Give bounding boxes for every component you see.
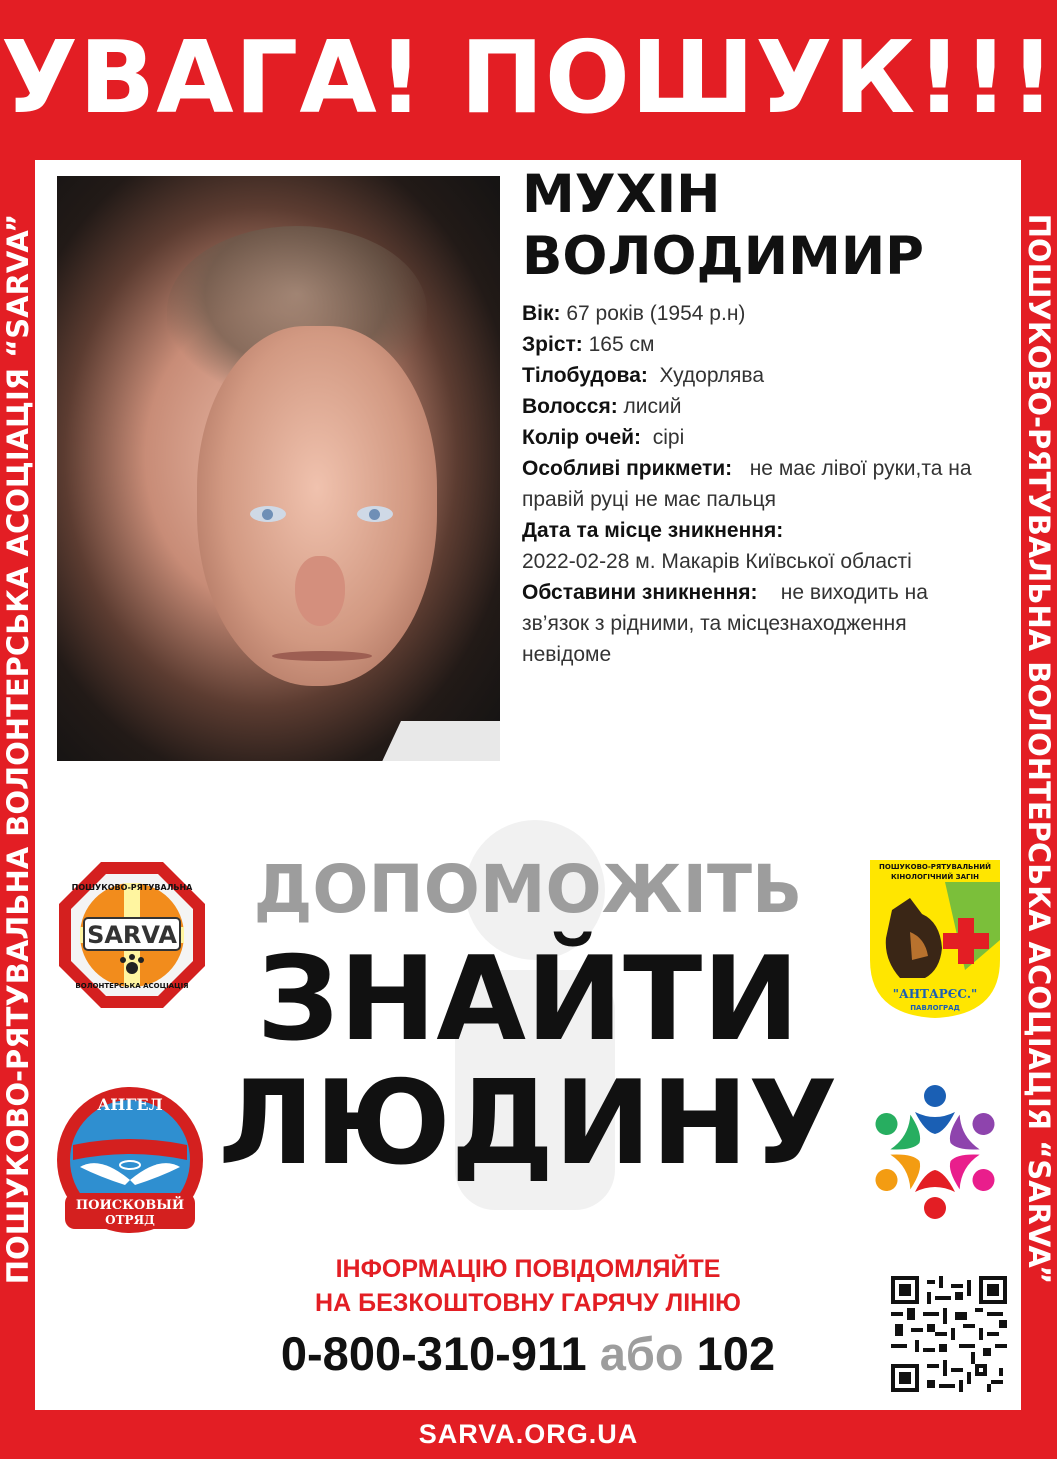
detail-eyes: Колір очей: сірі [522,426,685,449]
side-org-name-right: ПОШУКОВО-РЯТУВАЛЬНА ВОЛОНТЕРСЬКА АСОЦІАЦІЯ “SARVA” [1022,213,1056,1285]
hotline-number[interactable]: 0-800-310-911 [280,1327,587,1380]
svg-text:SARVA: SARVA [87,921,177,949]
detail-circumstances: Обставини зникнення: не виходить на зв’язок з рідними, та місцезнаходження невідоме [522,581,928,666]
svg-text:ОТРЯД: ОТРЯД [105,1213,155,1227]
svg-text:КІНОЛОГІЧНИЙ ЗАГІН: КІНОЛОГІЧНИЙ ЗАГІН [891,873,979,881]
footer-website-link[interactable]: SARVA.ORG.UA [418,1419,639,1449]
person-name [522,164,1002,288]
detail-build: Тілобудова: Худорлява [522,364,765,387]
contact-info [35,1252,1021,1320]
missing-person-photo [57,176,500,761]
contact-phones [35,1324,1021,1384]
svg-text:ПАВЛОГРАД: ПАВЛОГРАД [910,1004,960,1012]
person-surname: МУХІН [522,164,721,225]
person-details [522,298,992,670]
phone-or-label: або [599,1327,684,1380]
svg-text:ПОШУКОВО-РЯТУВАЛЬНИЙ: ПОШУКОВО-РЯТУВАЛЬНИЙ [879,863,991,871]
detail-disappearance-value: 2022-02-28 м. Макарів Київської області [522,550,912,573]
svg-text:ПОШУКОВО-РЯТУВАЛЬНА: ПОШУКОВО-РЯТУВАЛЬНА [71,883,193,892]
detail-height: Зріст: 165 см [522,333,655,356]
side-org-name-left: ПОШУКОВО-РЯТУВАЛЬНА ВОЛОНТЕРСЬКА АСОЦІАЦІЯ “SARVA” [1,213,35,1285]
detail-age: Вік: 67 років (1954 р.н) [522,302,746,325]
svg-text:АНГЕЛ: АНГЕЛ [97,1095,163,1114]
detail-disappearance-label: Дата та місце зникнення: [522,519,784,542]
contact-info-line2: НА БЕЗКОШТОВНУ ГАРЯЧУ ЛІНІЮ [315,1289,741,1317]
person-first-name: ВОЛОДИМИР [522,226,925,287]
content-card [35,160,1021,1410]
alert-headline: УВАГА! ПОШУК!!! [0,19,1057,136]
detail-hair: Волосся: лисий [522,395,682,418]
contact-info-line1: ІНФОРМАЦІЮ ПОВІДОМЛЯЙТЕ [335,1255,721,1283]
emergency-number[interactable]: 102 [696,1327,776,1380]
qr-code-icon[interactable] [891,1276,1007,1392]
svg-text:"АНТАРЄС.": "АНТАРЄС." [892,987,978,1001]
svg-text:ПОИСКОВЫЙ: ПОИСКОВЫЙ [75,1198,185,1213]
appeal-find-line1: ЗНАЙТИ [256,932,800,1067]
svg-text:ВОЛОНТЕРСЬКА АСОЦІАЦІЯ: ВОЛОНТЕРСЬКА АСОЦІАЦІЯ [75,982,189,990]
appeal-find-line2: ЛЮДИНУ [218,1056,838,1191]
detail-features: Особливі прикмети: не має лівої руки,та на правій руці не має пальця [522,457,972,511]
appeal-help: ДОПОМОЖІТЬ [253,851,803,928]
